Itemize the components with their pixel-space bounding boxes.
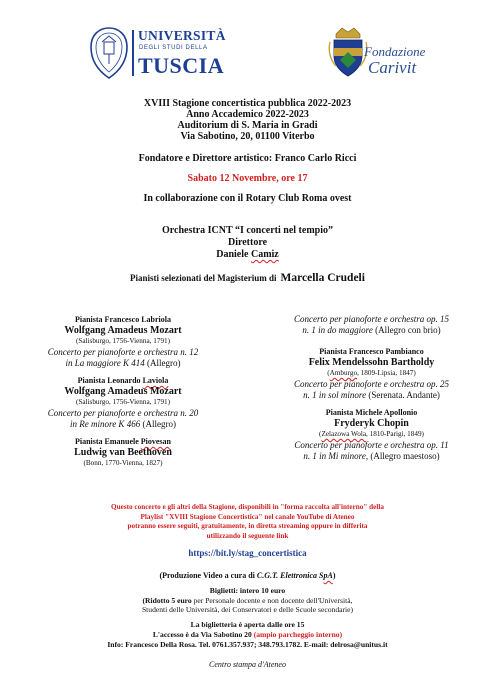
box-office-info [0, 620, 495, 650]
work-4-line1: Concerto per pianoforte e orchestra op. 25 [294, 379, 449, 389]
concert-date: Sabato 12 Novembre, ore 17 [187, 173, 308, 184]
pianist-laviola: Pianista Leonardo Laviola [77, 376, 169, 385]
production-credit: (Produzione Video a cura di C.G.T. Elettronica SpA) [159, 571, 336, 580]
work-2-line1: Concerto per pianoforte e orchestra n. 20 [47, 408, 199, 418]
composer-beethoven: Ludwig van Beethoven [74, 447, 172, 458]
streaming-link[interactable] [0, 548, 495, 558]
university-name-line3: TUSCIA [138, 53, 225, 78]
work-5-line2: n. 1 in Mi minore, (Allegro maestoso) [303, 451, 440, 461]
selected-prefix: Pianisti selezionati del Magisterium di [130, 273, 277, 283]
contact-info: Info: Francesco Della Rosa. Tel. 0761.357.937; 348.793.1782. E-mail: delrosa@unitus.it [107, 640, 388, 649]
access-info: L'accesso è da Via Sabotino 20 (ampio parcheggio interno) [152, 630, 343, 639]
streaming-notice [0, 503, 495, 541]
composer-dates-3: (Bonn, 1770-Vienna, 1827) [83, 459, 163, 467]
selected-teacher: Marcella Crudeli [280, 272, 365, 284]
fondazione-crest-icon [328, 26, 368, 78]
venue: Auditorium di S. Maria in Gradi [177, 120, 318, 131]
selected-pianists-line [0, 268, 495, 286]
composer-dates-4: (Amburgo, 1809-Lipsia, 1847) [327, 369, 416, 377]
box-office-hours: La biglietteria è aperta dalle ore 15 [190, 620, 305, 629]
composer-chopin: Fryderyk Chopin [334, 418, 409, 429]
university-name-line1: UNIVERSITÀ [138, 28, 226, 43]
academic-year: Anno Accademico 2022-2023 [186, 109, 309, 120]
ticket-info [0, 586, 495, 615]
work-1-line2: in La maggiore K 414 (Allegro) [65, 358, 181, 368]
pianist-piovesan: Pianista Emanuele Piovesan [74, 437, 171, 446]
streaming-link-text[interactable]: https://bit.ly/stag_concertistica [188, 548, 307, 558]
fondazione-name-line2: Carivit [368, 58, 417, 77]
university-logo [88, 26, 248, 86]
composer-mozart-2: Wolfgang Amadeus Mozart [64, 386, 182, 397]
pianist-apollonio: Pianista Michele Apollonio [325, 408, 418, 417]
fondazione-name-line1: Fondazione [364, 44, 426, 59]
composer-dates-5: (Zelazowa Wola, 1810-Parigi, 1849) [319, 430, 424, 438]
work-2-line2: in Re minore K 466 (Allegro) [70, 419, 176, 429]
university-name-line2: DEGLI STUDI DELLA [139, 45, 208, 51]
composer-mozart-1: Wolfgang Amadeus Mozart [64, 325, 182, 336]
notice-line3: potranno essere seguiti, gratuitamente, in diretta streaming oppure in differita [127, 522, 368, 530]
ticket-full-price: Biglietti: intero 10 euro [209, 586, 286, 595]
fondazione-logo [328, 26, 438, 86]
director-role: Direttore [227, 237, 268, 248]
work-beethoven-line1: Concerto per pianoforte e orchestra op. 15 [294, 314, 449, 324]
composer-dates-1: (Salisburgo, 1756-Vienna, 1791) [75, 337, 171, 345]
notice-line4: utilizzando il seguente link [206, 531, 289, 540]
director-first-name: Daniele [216, 249, 249, 260]
collaboration-line: In collaborazione con il Rotary Club Roma ovest [143, 193, 352, 204]
season-title: XVIII Stagione concertistica pubblica 2022-2023 [143, 98, 352, 109]
work-1-line1: Concerto per pianoforte e orchestra n. 12 [47, 347, 199, 357]
footer-print-center: Centro stampa d'Ateneo [209, 660, 286, 669]
ticket-reduced: (Ridotto 5 euro per Personale docente e non docente dell'Università, [142, 595, 353, 605]
founder-line: Fondatore e Direttore artistico: Franco Carlo Ricci [138, 153, 357, 164]
work-5-line1: Concerto per pianoforte e orchestra op. 11 [294, 440, 449, 450]
work-beethoven-line2: n. 1 in do maggiore (Allegro con brio) [302, 325, 441, 335]
director-name [0, 249, 495, 260]
composer-mendelssohn: Felix Mendelssohn Bartholdy [308, 357, 435, 368]
notice-line2: Playlist "XVIII Stagione Concertistica" nel canale YouTube di Ateneo [140, 512, 355, 521]
university-seal-icon [88, 26, 130, 80]
orchestra-name: Orchestra ICNT “I concerti nel tempio” [162, 225, 333, 236]
composer-dates-2: (Salisburgo, 1756-Vienna, 1791) [75, 398, 171, 406]
pianist-labriola: Pianista Francesco Labriola [75, 315, 171, 324]
work-4-line2: n. 1 in sol minore (Serenata. Andante) [303, 390, 440, 400]
notice-line1: Questo concerto e gli altri della Stagione, disponibili in "forma raccolta all'interno" della [111, 503, 384, 511]
pianist-pambianco: Pianista Francesco Pambianco [319, 347, 424, 356]
director-last-name: Camiz [250, 249, 279, 260]
ticket-reduced-detail: Studenti delle Università, dei Conservatori e delle Scuole secondarie) [141, 605, 354, 615]
program-left-column [0, 314, 246, 469]
venue-address: Via Sabotino, 20, 01100 Viterbo [180, 131, 315, 142]
program-right-column [248, 314, 495, 462]
